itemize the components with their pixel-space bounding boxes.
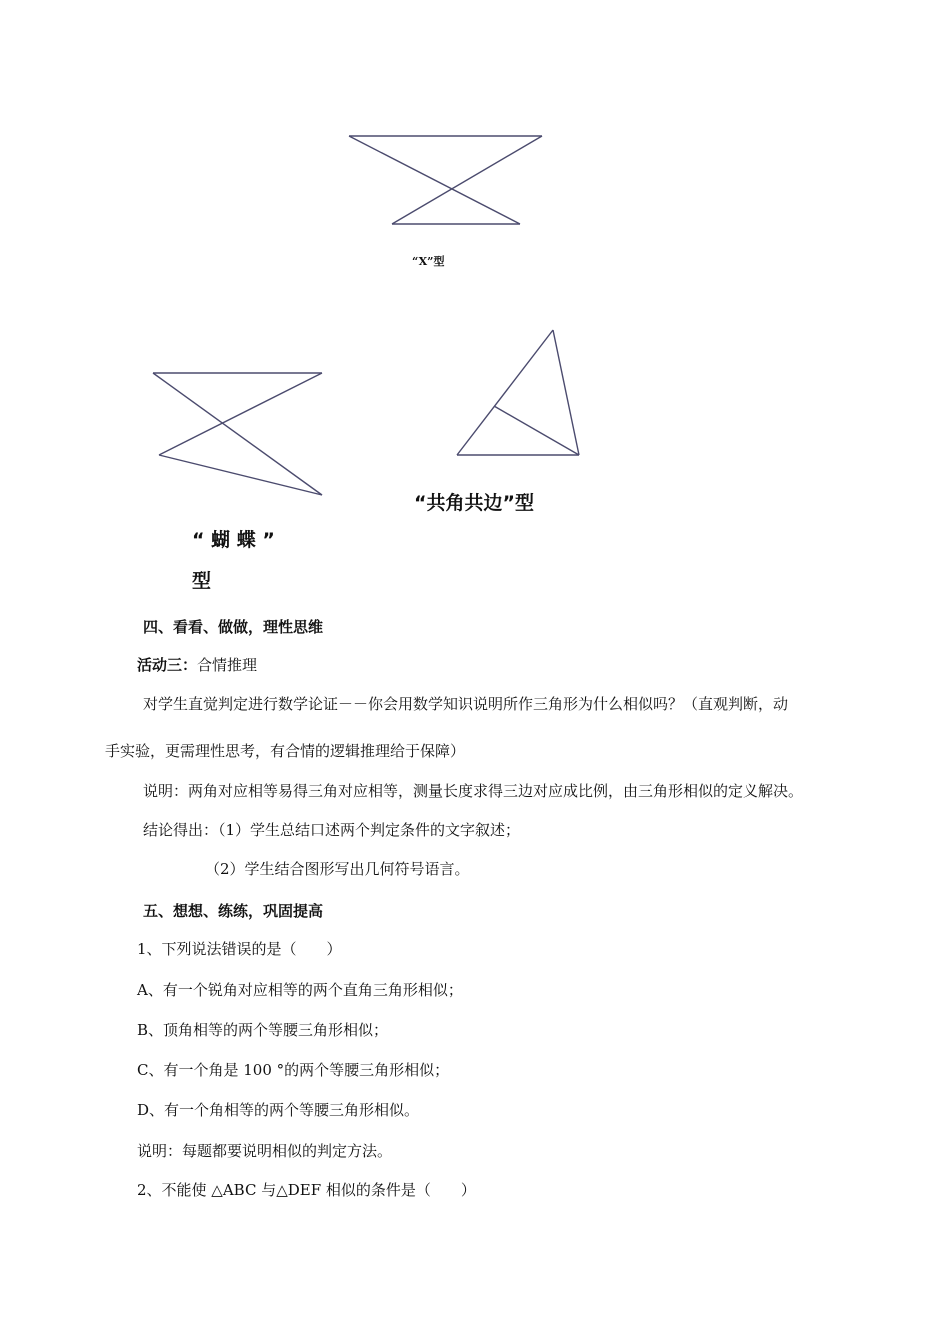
x-shape-label: “X”型 (412, 255, 445, 268)
common-angle-side-figure (452, 325, 584, 460)
x-diagonal-1 (349, 136, 520, 224)
triangle-inner-segment (494, 406, 579, 455)
activity-line (137, 655, 257, 675)
option-d: D、有一个角相等的两个等腰三角形相似。 (137, 1101, 420, 1119)
question-2: 2、不能使 △ABC 与△DEF 相似的条件是（ ） (137, 1181, 476, 1199)
option-b: B、顶角相等的两个等腰三角形相似； (137, 1021, 389, 1039)
butterfly-label-line1: “ 蝴 蝶 ” (192, 529, 275, 551)
butterfly-bottom-edge (159, 455, 322, 495)
x-diagonal-2 (392, 136, 542, 224)
x-shape-figure (345, 130, 550, 230)
section4-heading: 四、看看、做做，理性思维 (143, 618, 324, 636)
conclusion-1: 结论得出：（1）学生总结口述两个判定条件的文字叙述； (143, 821, 521, 839)
butterfly-figure (148, 368, 328, 500)
section4-paragraph-line2: 手实验，更需理性思考，有合情的逻辑推理给于保障） (105, 742, 466, 760)
section4-note: 说明：两角对应相等易得三角对应相等，测量长度求得三边对应成比例，由三角形相似的定义解决。 (143, 782, 804, 800)
section4-paragraph-line1: 对学生直觉判定进行数学论证－－你会用数学知识说明所作三角形为什么相似吗？（直观判断，动 (143, 695, 789, 713)
activity-label: 活动三： (137, 656, 198, 674)
question-1: 1、下列说法错误的是（ ） (137, 940, 342, 958)
conclusion-2: （2）学生结合图形写出几何符号语言。 (205, 860, 470, 878)
common-angle-side-label: “共角共边”型 (414, 492, 534, 514)
triangle-right-edge (553, 330, 579, 455)
section5-note: 说明：每题都要说明相似的判定方法。 (137, 1142, 393, 1160)
section5-heading: 五、想想、练练，巩固提高 (143, 902, 324, 920)
butterfly-label-line2: 型 (192, 570, 212, 592)
option-a: A、有一个锐角对应相等的两个直角三角形相似； (137, 981, 463, 999)
triangle-left-edge (457, 330, 553, 455)
option-c: C、有一个角是 100 °的两个等腰三角形相似； (137, 1061, 450, 1079)
activity-text: 合情推理 (197, 656, 258, 674)
butterfly-diagonal-1 (153, 373, 322, 495)
butterfly-diagonal-2 (159, 373, 322, 455)
